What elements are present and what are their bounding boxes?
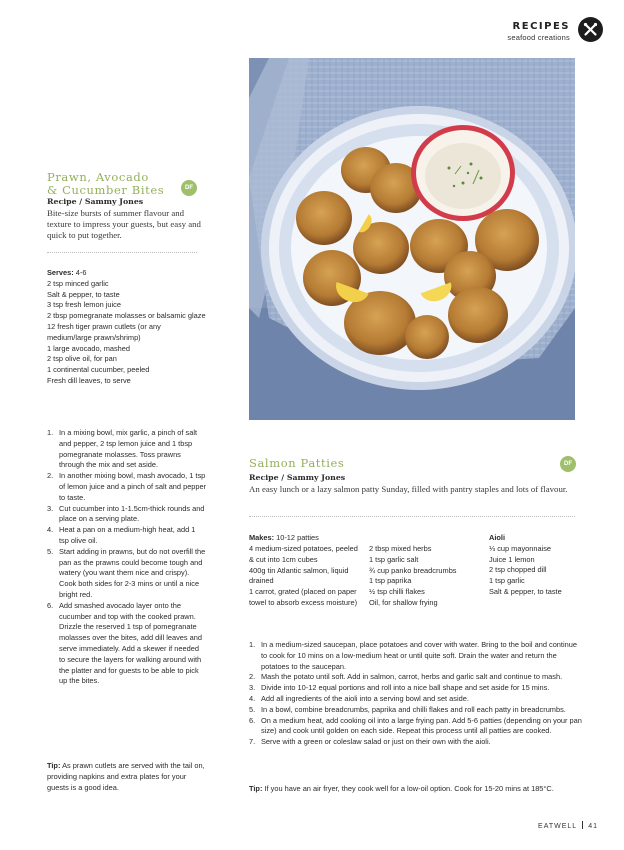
tip-label: Tip: [47, 761, 61, 770]
serves-label: Serves: [47, 268, 74, 277]
method-step: 2. Mash the potato until soft. Add in salmon, carrot, herbs and garlic salt and continue to mash. [249, 672, 563, 682]
ingredient-item: 1 tsp paprika [369, 576, 412, 586]
makes-label: Makes: [249, 533, 275, 542]
page-footer [420, 821, 598, 830]
cutlery-icon [578, 17, 603, 42]
salmon-patties-photo [249, 58, 575, 420]
method-step: 3. Divide into 10-12 equal portions and roll into a nice ball shape and set aside for 15 mins. [249, 683, 550, 693]
magazine-name: EATWELL [538, 823, 578, 830]
recipe1-title-line1: Prawn, Avocado [47, 170, 149, 184]
recipe2-tip [249, 784, 584, 795]
recipe1-title-line2: & Cucumber Bites [47, 182, 165, 197]
tip-text: If you have an air fryer, they cook well for a low-oil option. Cook for 15-20 mins at 185°C. [264, 784, 554, 793]
ingredient-item: 3 tsp fresh lemon juice [47, 300, 121, 310]
ingredient-item: ⅓ cup mayonnaise [489, 543, 552, 553]
ingredient-item: Salt & pepper, to taste [47, 289, 120, 299]
dairy-free-badge: DF [560, 456, 576, 472]
tip-text: As prawn cutlets are served with the tail on, providing napkins and extra plates for your guests is a good idea. [47, 761, 205, 792]
ingredient-item: 1 tsp garlic salt [369, 554, 419, 564]
recipe1-tip [47, 761, 207, 793]
ingredient-item: 400g tin Atlantic salmon, liquid drained [249, 565, 349, 586]
tip-label: Tip: [249, 784, 263, 793]
ingredient-item: Juice 1 lemon [489, 554, 535, 564]
ingredient-item: 2 tsp minced garlic [47, 278, 109, 288]
recipe1-title [47, 171, 197, 196]
recipe2-author: Recipe / Sammy Jones [249, 473, 346, 482]
ingredient-item: ¾ cup panko breadcrumbs [369, 565, 457, 575]
method-step: 5. In a bowl, combine breadcrumbs, paprika and chilli flakes and roll each patty in breadcrumbs. [249, 704, 566, 714]
recipe1-ingredients [47, 268, 207, 387]
recipe2-ingredients-col1 [249, 544, 364, 609]
method-step: 1. In a medium-sized saucepan, place potatoes and cover with water. Bring to the boil and continue to cook for 10 mins on a low-medium heat or until quite soft. Drain the water and return the potatoes to the saucepan. [249, 640, 577, 671]
recipe2-description: An easy lunch or a lazy salmon patty Sunday, filled with pantry staples and lots of flavour. [249, 484, 568, 494]
method-step: 7. Serve with a green or coleslaw salad or just on their own with the aioli. [249, 737, 491, 747]
method-step: 4. Heat a pan on a medium-high heat, add 1 tsp olive oil. [47, 525, 196, 545]
recipe2-title: Salmon Patties [249, 456, 345, 470]
ingredient-item: Fresh dill leaves, to serve [47, 375, 131, 385]
ingredient-item: 2 tbsp pomegranate molasses or balsamic glaze [47, 311, 206, 321]
section-subtitle: seafood creations [507, 33, 570, 42]
ingredient-item: 12 fresh tiger prawn cutlets (or any medium/large prawn/shrimp) [47, 321, 161, 342]
method-step: 5. Start adding in prawns, but do not overfill the pan as the prawns could become tough and watery (you want them nice and crispy). Cook both sides for 2-3 mins or until a nice bright red. [47, 546, 206, 599]
ingredient-item: 1 tsp garlic [489, 576, 525, 586]
method-step: 1. In a mixing bowl, mix garlic, a pinch of salt and pepper, 2 tsp lemon juice and 1 tbsp pomegranate molasses. Toss prawns through the mix and set aside. [47, 428, 198, 470]
dotted-divider [249, 516, 575, 517]
ingredient-item: 1 continental cucumber, peeled [47, 365, 150, 375]
recipe1-author: Recipe / Sammy Jones [47, 197, 144, 206]
makes-line [249, 533, 369, 544]
method-step: 6. On a medium heat, add cooking oil into a large frying pan. Add 5-6 patties (depending on your pan size) and cook until golden on each side. Repeat this process until all patties are cooked. [249, 715, 582, 736]
recipe1-description: Bite-size bursts of summer flavour and texture to impress your guests, but easy and quick to put together. [47, 208, 201, 241]
footer-divider [582, 821, 583, 829]
method-step: 4. Add all ingredients of the aioli into a serving bowl and set aside. [249, 693, 469, 703]
ingredient-item: Oil, for shallow frying [369, 597, 438, 607]
method-step: 3. Cut cucumber into 1-1.5cm-thick rounds and place on a serving plate. [47, 503, 205, 524]
method-step: 6. Add smashed avocado layer onto the cucumber and top with the cooked prawn. Drizzle the reserved 1 tsp of pomegranate molasses over the bites, add dill leaves and serve immediately. Add a skewer if needed to secure the layers for walking around with the platter and for guests to be able to pick up the bites. [47, 600, 202, 686]
dotted-divider [47, 252, 197, 253]
aioli-ingredients [489, 533, 579, 598]
ingredient-item: 1 carrot, grated (placed on paper towel to absorb excess moisture) [249, 587, 358, 607]
recipe2-ingredients-col2 [369, 544, 484, 609]
recipe1-method [47, 428, 207, 687]
ingredient-item: 4 medium-sized potatoes, peeled & cut into 1cm cubes [249, 544, 358, 564]
page-number: 41 [588, 823, 598, 830]
serves-value: 4-6 [75, 268, 87, 277]
dairy-free-badge: DF [181, 180, 197, 196]
recipe2-method [249, 640, 584, 748]
method-step: 2. In another mixing bowl, mash avocado, 1 tsp of lemon juice and a pinch of salt and pepper to taste. [47, 471, 207, 502]
ingredient-item: ½ tsp chilli flakes [369, 587, 425, 597]
ingredient-item: 2 tsp olive oil, for pan [47, 354, 117, 364]
ingredient-item: 1 large avocado, mashed [47, 343, 130, 353]
serves-line [47, 268, 207, 279]
aioli-heading: Aioli [489, 533, 506, 542]
section-title: RECIPES [512, 21, 570, 32]
ingredient-item: 2 tbsp mixed herbs [369, 544, 432, 553]
ingredient-item: Salt & pepper, to taste [489, 586, 562, 596]
ingredient-item: 2 tsp chopped dill [489, 565, 547, 575]
makes-value: 10-12 patties [276, 533, 319, 542]
